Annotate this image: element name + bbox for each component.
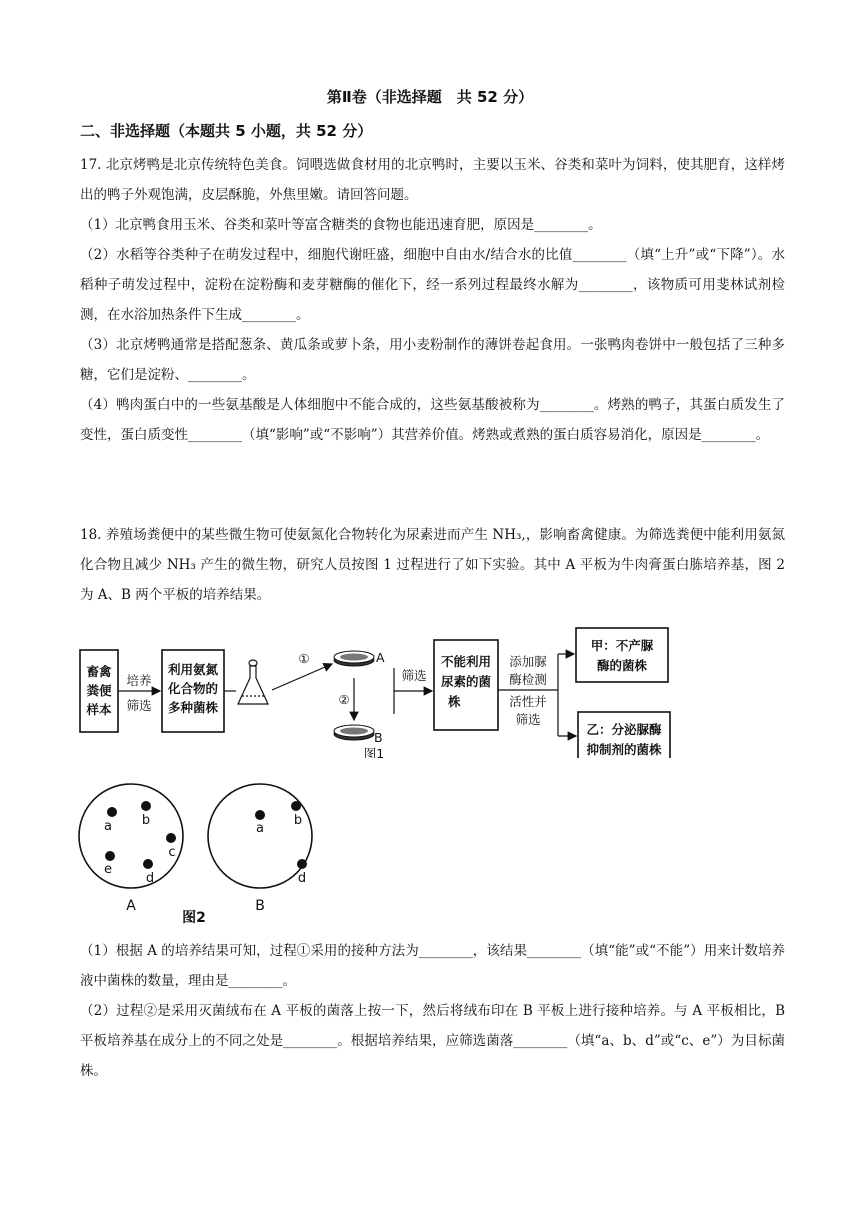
plate-b-name: B — [255, 898, 265, 914]
jia-line1: 甲：不产脲 — [590, 638, 654, 653]
arrow1-label-top: 培养 — [126, 673, 152, 688]
plate-b-label-b: b — [293, 813, 303, 828]
plate-b-colony-a — [255, 810, 265, 820]
box3-line2: 尿素的菌 — [440, 674, 492, 689]
q18-part-1: （1）根据 A 的培养结果可知，过程①采用的接种方法为________，该结果________（填“能”或“不能”）用来计数培养液中菌株的数量，理由是________。 — [80, 943, 785, 989]
figure-1-flow-diagram — [76, 618, 706, 758]
plate-a-label-c: c — [168, 845, 176, 860]
box1-line3: 样本 — [86, 702, 112, 717]
figure-2-caption: 图2 — [182, 910, 206, 926]
question-17 — [80, 150, 785, 450]
plate-a-label-a: a — [104, 819, 112, 834]
q18-part-2: （2）过程②是采用灭菌绒布在 A 平板的菌落上按一下，然后将绒布印在 B 平板上进行接种培养。与 A 平板相比，B 平板培养基在成分上的不同之处是________。根据培养结果，应筛选菌落________（填“a、b、d”或“c、e”）为目标菌株。 — [80, 1003, 785, 1079]
branch-line3: 活性并 — [509, 694, 547, 709]
arrow1-label-bottom: 筛选 — [126, 698, 152, 713]
figure-2-plates — [76, 768, 356, 928]
branch-line4: 筛选 — [515, 712, 541, 727]
flask-icon — [238, 660, 268, 704]
plate-b-label-a: a — [256, 821, 264, 836]
plate-a-label-d: d — [145, 871, 155, 886]
plate-a-label-e: e — [104, 862, 112, 877]
q17-stem: 17. 北京烤鸭是北京传统特色美食。饲喂选做食材用的北京鸭时，主要以玉米、谷类和菜叶为饲料，使其肥育，这样烤出的鸭子外观饱满，皮层酥脆，外焦里嫩。请回答问题。 — [80, 157, 785, 203]
paper-part-title: 第Ⅱ卷（非选择题 共 52 分） — [326, 88, 534, 106]
question-18 — [80, 520, 785, 610]
section-heading: 二、非选择题（本题共 5 小题，共 52 分） — [80, 122, 373, 140]
screen-arrow-label: 筛选 — [401, 668, 427, 683]
plate-a-name: A — [126, 898, 136, 914]
plate-b-label-d: d — [297, 871, 307, 886]
plate-a-colony-e — [105, 851, 115, 861]
plate-b-circle — [208, 784, 312, 888]
box2-line3: 多种菌株 — [167, 700, 219, 715]
yi-line2: 抑制剂的菌株 — [586, 742, 662, 757]
box1-line1: 畜禽 — [86, 664, 112, 679]
box1-line2: 粪便 — [86, 683, 112, 698]
question-18-parts — [80, 936, 785, 1086]
q17-part-3: （3）北京烤鸭通常是搭配葱条、黄瓜条或萝卜条，用小麦粉制作的薄饼卷起食用。一张鸭肉卷饼中一般包括了三种多糖，它们是淀粉、________。 — [80, 337, 785, 383]
plate-b-label: B — [374, 730, 383, 745]
q17-part-4: （4）鸭肉蛋白中的一些氨基酸是人体细胞中不能合成的，这些氨基酸被称为________。烤熟的鸭子，其蛋白质发生了变性，蛋白质变性________（填“影响”或“不影响”）其营养价值。烤熟或煮熟的蛋白质容易消化，原因是________。 — [80, 397, 785, 443]
plate-b-colony-b — [291, 801, 301, 811]
q17-part-1: （1）北京鸭食用玉米、谷类和菜叶等富含糖类的食物也能迅速育肥，原因是________。 — [80, 217, 602, 233]
plate-a-label-b: b — [141, 813, 151, 828]
yi-line1: 乙：分泌脲酶 — [586, 722, 662, 737]
plate-a-colony-d — [143, 859, 153, 869]
plate-a-colony-a — [107, 807, 117, 817]
q18-stem: 18. 养殖场粪便中的某些微生物可使氨氮化合物转化为尿素进而产生 NH₃,，影响畜禽健康。为筛选粪便中能利用氨氮化合物且减少 NH₃ 产生的微生物，研究人员按图 1 过程进行了如下实验。其中 A 平板为牛肉膏蛋白胨培养基，图 2 为 A、B 两个平板的培养结果。 — [80, 527, 785, 603]
box2-line1: 利用氨氮 — [167, 662, 219, 677]
q17-part-2: （2）水稻等谷类种子在萌发过程中，细胞代谢旺盛，细胞中自由水/结合水的比值________（填“上升”或“下降”）。水稻种子萌发过程中，淀粉在淀粉酶和麦芽糖酶的催化下，经一系列过程最终水解为________，该物质可用斐林试剂检测，在水浴加热条件下生成________。 — [80, 247, 785, 323]
figure-1-caption: 图1 — [363, 746, 385, 758]
step-1-label: ① — [298, 651, 310, 666]
plate-a-icon — [334, 651, 374, 666]
box3-line3: 株 — [448, 694, 461, 709]
plate-b-colony-d — [297, 859, 307, 869]
plate-a-label: A — [376, 650, 385, 665]
plate-a-colony-b — [141, 801, 151, 811]
box-jia — [576, 628, 668, 682]
plate-b-icon — [334, 725, 374, 740]
branch-line2: 酶检测 — [509, 672, 547, 687]
box3-line1: 不能利用 — [440, 654, 492, 669]
box2-line2: 化合物的 — [167, 681, 219, 696]
plate-a-colony-c — [166, 833, 176, 843]
step-2-label: ② — [338, 692, 350, 707]
branch-line1: 添加脲 — [509, 654, 547, 669]
jia-line2: 酶的菌株 — [596, 658, 648, 673]
